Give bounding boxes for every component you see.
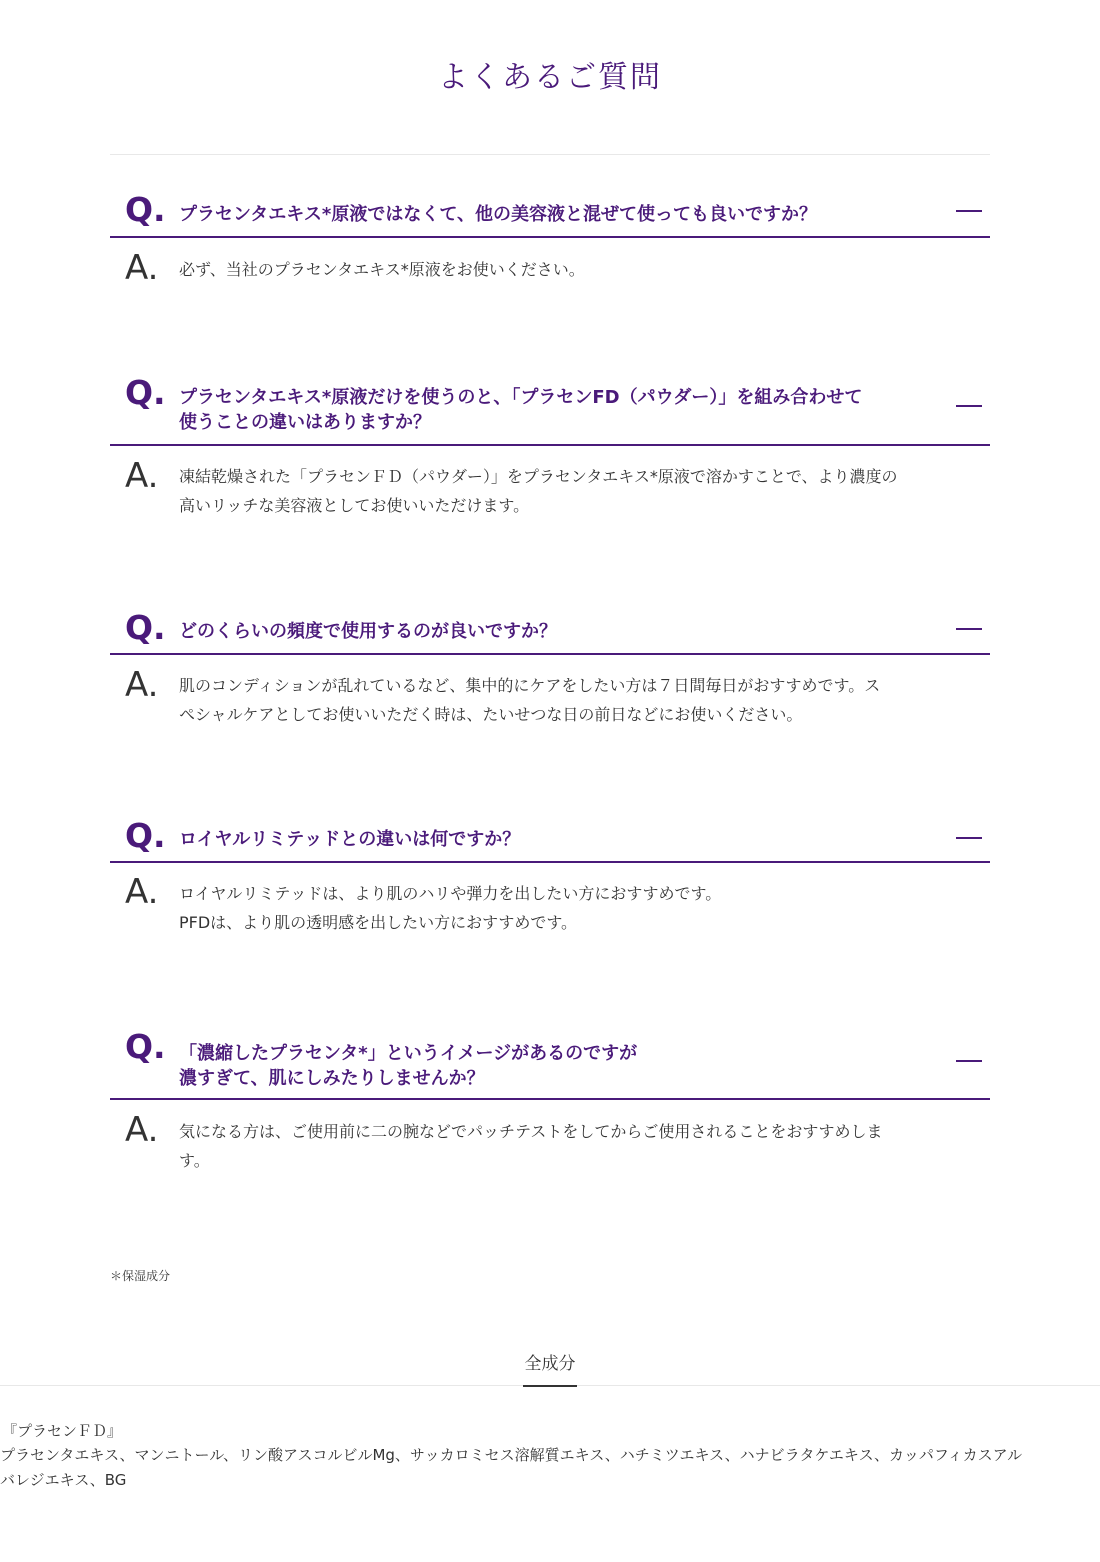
faq-question: [179, 202, 949, 227]
faq-question-row[interactable]: [110, 372, 990, 446]
heading-underline: [523, 1385, 577, 1387]
answer-line: 気になる方は、ご使用前に二の腕などでパッチテストをしてからご使用されることをおすすめしま: [179, 1122, 883, 1141]
faq-item-3: [110, 607, 990, 724]
divider: [110, 154, 990, 155]
minus-icon[interactable]: [956, 628, 982, 630]
question-mark: Q.: [125, 1027, 166, 1066]
ingredients-product-name: 『プラセンＦＤ』: [2, 1422, 123, 1440]
ingredients-list: [0, 1443, 1100, 1493]
footnote: ＊保湿成分: [110, 1269, 171, 1283]
question-mark: Q.: [125, 190, 166, 229]
faq-answer: [179, 879, 984, 937]
ingredients-heading: 全成分: [524, 1354, 576, 1374]
minus-icon[interactable]: [956, 1060, 982, 1062]
question-mark: Q.: [125, 373, 166, 412]
faq-question-row[interactable]: [110, 607, 990, 655]
faq-question-row[interactable]: [110, 190, 990, 238]
answer-line: 必ず、当社のプラセンタエキス*原液をお使いください。: [179, 260, 585, 279]
question-mark: Q.: [125, 608, 166, 647]
question-line: ロイヤルリミテッドとの違いは何ですか？: [179, 829, 521, 850]
answer-line: 凍結乾燥された「プラセンＦＤ（パウダー）」をプラセンタエキス*原液で溶かすことで、より濃度の: [179, 467, 898, 486]
ingredients-line: プラセンタエキス、マンニトール、リン酸アスコルビルMg、サッカロミセス溶解質エキス、ハチミツエキス、ハナビラタケエキス、カッパフィカスアル: [0, 1446, 1023, 1464]
answer-mark: A.: [125, 456, 159, 496]
question-line: 使うことの違いはありますか？: [179, 412, 431, 433]
question-line: 「濃縮したプラセンタ*」というイメージがあるのですが: [179, 1043, 638, 1064]
question-line: プラセンタエキス*原液ではなくて、他の美容液と混ぜて使っても良いですか？: [179, 204, 817, 225]
faq-item-2: [110, 372, 990, 515]
ingredients-line: バレジエキス、BG: [0, 1471, 127, 1489]
faq-answer: [179, 462, 984, 520]
faq-item-1: [110, 190, 990, 288]
question-line: どのくらいの頻度で使用するのが良いですか？: [179, 621, 557, 642]
faq-answer: [179, 671, 984, 729]
faq-question: [179, 385, 949, 435]
answer-mark: A.: [125, 872, 159, 912]
faq-question-row[interactable]: [110, 815, 990, 863]
minus-icon[interactable]: [956, 405, 982, 407]
faq-answer: [179, 1117, 984, 1175]
page-title: よくあるご質問: [438, 60, 662, 95]
faq-item-5: [110, 1025, 990, 1170]
question-mark: Q.: [125, 816, 166, 855]
minus-icon[interactable]: [956, 837, 982, 839]
answer-mark: A.: [125, 248, 159, 288]
answer-line: 高いリッチな美容液としてお使いいただけます。: [179, 496, 530, 515]
answer-line: ロイヤルリミテッドは、より肌のハリや弾力を出したい方におすすめです。: [179, 884, 722, 903]
answer-mark: A.: [125, 1110, 159, 1150]
faq-answer: [179, 255, 984, 284]
answer-line: PFDは、より肌の透明感を出したい方におすすめです。: [179, 913, 578, 932]
answer-line: ペシャルケアとしてお使いいただく時は、たいせつな日の前日などにお使いください。: [179, 705, 803, 724]
question-line: プラセンタエキス*原液だけを使うのと、「プラセンFD（パウダー）」を組み合わせて: [179, 387, 863, 408]
answer-line: す。: [179, 1151, 210, 1170]
faq-question-row[interactable]: [110, 1025, 990, 1100]
faq-question: [179, 1041, 949, 1091]
faq-item-4: [110, 815, 990, 932]
answer-line: 肌のコンディションが乱れているなど、集中的にケアをしたい方は７日間毎日がおすすめです。ス: [179, 676, 881, 695]
faq-question: [179, 827, 949, 852]
question-line: 濃すぎて、肌にしみたりしませんか？: [179, 1068, 485, 1089]
faq-question: [179, 619, 949, 644]
minus-icon[interactable]: [956, 210, 982, 212]
answer-mark: A.: [125, 665, 159, 705]
